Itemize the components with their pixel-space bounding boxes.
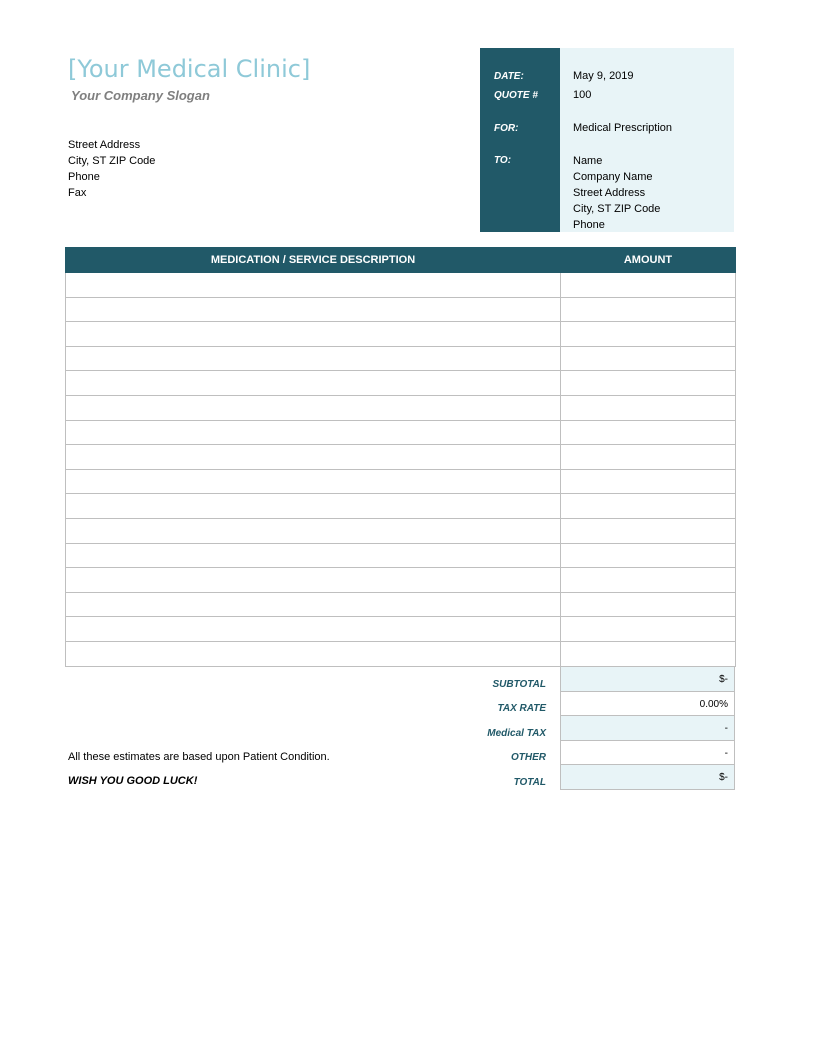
address-line: Street Address <box>68 139 141 151</box>
amount-cell[interactable] <box>561 371 736 396</box>
amount-column-header: AMOUNT <box>561 248 736 273</box>
subtotal-value: $- <box>719 674 728 685</box>
table-row <box>66 346 736 371</box>
quote-info-labels <box>480 48 560 232</box>
other-value: - <box>724 747 728 759</box>
items-table <box>65 247 736 667</box>
description-cell[interactable] <box>66 641 561 666</box>
tax-rate-label: TAX RATE <box>497 703 546 714</box>
table-row <box>66 371 736 396</box>
table-row <box>66 395 736 420</box>
amount-cell[interactable] <box>561 543 736 568</box>
table-row <box>66 297 736 322</box>
amount-cell[interactable] <box>561 568 736 593</box>
recipient-line: Company Name <box>573 171 653 183</box>
quote-number-value: 100 <box>573 89 592 101</box>
amount-cell[interactable] <box>561 518 736 543</box>
total-cell[interactable] <box>560 765 735 790</box>
description-cell[interactable] <box>66 518 561 543</box>
table-row <box>66 469 736 494</box>
total-value: $- <box>719 772 728 784</box>
description-cell[interactable] <box>66 543 561 568</box>
description-cell[interactable] <box>66 592 561 617</box>
description-cell[interactable] <box>66 568 561 593</box>
amount-cell[interactable] <box>561 346 736 371</box>
other-label: OTHER <box>511 752 546 763</box>
date-value: May 9, 2019 <box>573 70 634 82</box>
address-line: City, ST ZIP Code <box>68 155 156 167</box>
description-cell[interactable] <box>66 420 561 445</box>
recipient-lines <box>573 153 660 233</box>
totals-box <box>560 667 735 790</box>
tax-rate-value: 0.00% <box>699 698 728 710</box>
description-column-header: MEDICATION / SERVICE DESCRIPTION <box>66 248 561 273</box>
amount-cell[interactable] <box>561 273 736 298</box>
tax-rate-cell[interactable] <box>560 692 735 717</box>
quote-info-values <box>560 48 734 232</box>
estimate-note: All these estimates are based upon Patient Condition. <box>68 751 330 763</box>
table-row <box>66 543 736 568</box>
other-cell[interactable] <box>560 741 735 766</box>
amount-cell[interactable] <box>561 297 736 322</box>
quote-number-label: QUOTE # <box>494 90 538 101</box>
table-row <box>66 273 736 298</box>
amount-cell[interactable] <box>561 420 736 445</box>
description-cell[interactable] <box>66 494 561 519</box>
description-cell[interactable] <box>66 322 561 347</box>
address-line: Fax <box>68 187 87 199</box>
amount-cell[interactable] <box>561 469 736 494</box>
company-slogan: Your Company Slogan <box>71 88 210 103</box>
table-row <box>66 322 736 347</box>
description-cell[interactable] <box>66 346 561 371</box>
recipient-line: City, ST ZIP Code <box>573 203 661 215</box>
items-header-row <box>66 248 736 273</box>
description-cell[interactable] <box>66 445 561 470</box>
amount-cell[interactable] <box>561 445 736 470</box>
closing-message: WISH YOU GOOD LUCK! <box>68 775 198 787</box>
description-cell[interactable] <box>66 273 561 298</box>
for-value: Medical Prescription <box>573 122 673 134</box>
table-row <box>66 445 736 470</box>
clinic-address <box>68 137 155 201</box>
amount-cell[interactable] <box>561 592 736 617</box>
description-cell[interactable] <box>66 617 561 642</box>
table-row <box>66 518 736 543</box>
description-cell[interactable] <box>66 469 561 494</box>
date-label: DATE: <box>494 71 524 82</box>
table-row <box>66 641 736 666</box>
table-row <box>66 592 736 617</box>
table-row <box>66 494 736 519</box>
table-row <box>66 617 736 642</box>
recipient-line: Phone <box>573 219 605 231</box>
recipient-line: Street Address <box>573 187 646 199</box>
amount-cell[interactable] <box>561 395 736 420</box>
quote-info-box <box>480 48 734 232</box>
medical-tax-value: - <box>724 723 728 735</box>
clinic-name: [Your Medical Clinic] <box>68 55 311 83</box>
table-row <box>66 420 736 445</box>
recipient-line: Name <box>573 155 603 167</box>
table-row <box>66 568 736 593</box>
medical-tax-label: Medical TAX <box>487 728 546 739</box>
amount-cell[interactable] <box>561 641 736 666</box>
description-cell[interactable] <box>66 395 561 420</box>
description-cell[interactable] <box>66 371 561 396</box>
to-label: TO: <box>494 155 512 166</box>
amount-cell[interactable] <box>561 322 736 347</box>
description-cell[interactable] <box>66 297 561 322</box>
total-label: TOTAL <box>513 777 546 788</box>
address-line: Phone <box>68 171 100 183</box>
amount-cell[interactable] <box>561 617 736 642</box>
for-label: FOR: <box>494 123 519 134</box>
subtotal-cell[interactable] <box>560 667 735 692</box>
medical-tax-cell[interactable] <box>560 716 735 741</box>
subtotal-label: SUBTOTAL <box>492 679 546 690</box>
amount-cell[interactable] <box>561 494 736 519</box>
